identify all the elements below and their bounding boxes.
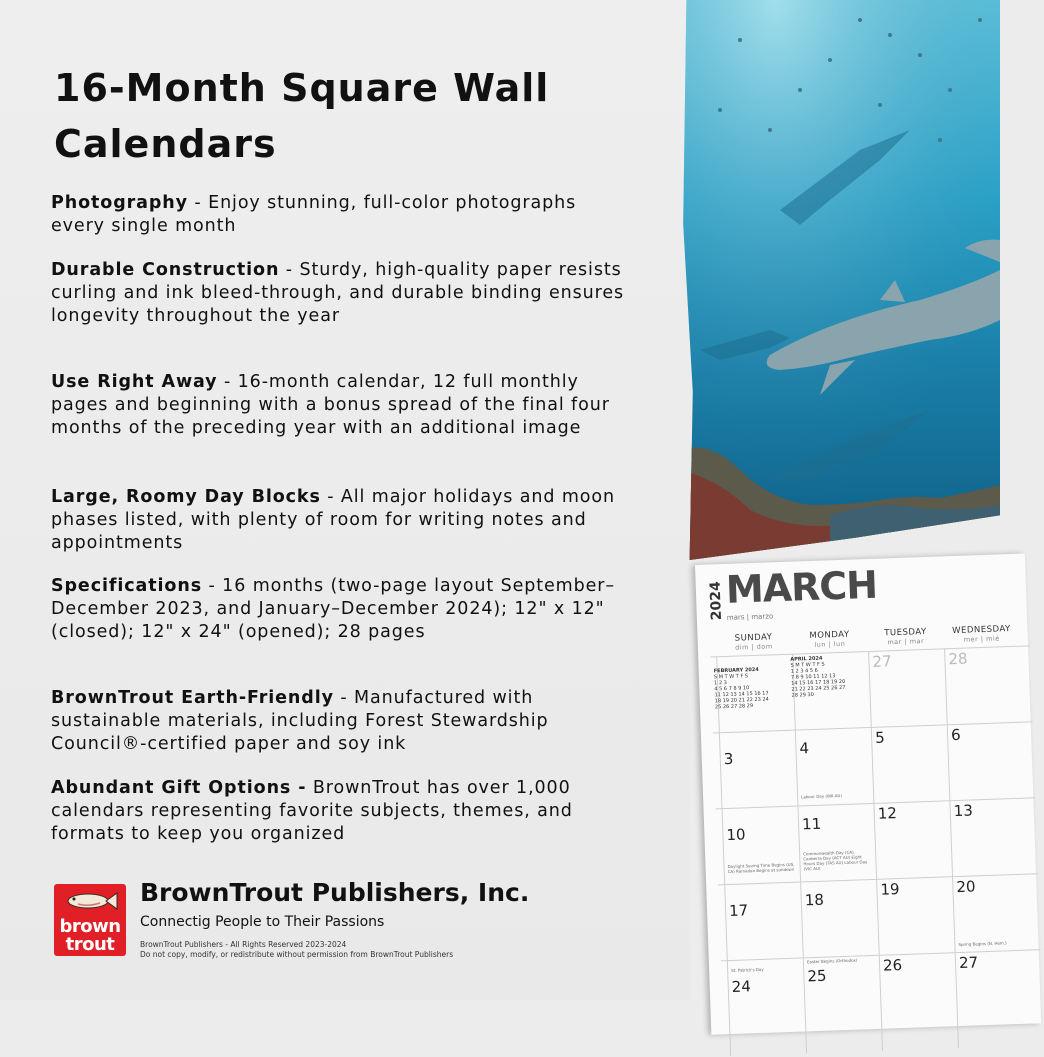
day-number: 26 [882,956,903,975]
day-number: 25 [807,966,827,986]
day-number: 13 [953,801,974,821]
day-number: 4 [799,739,810,758]
weekday-translation: lun | lun [814,639,846,649]
weekday-name: SUNDAY [734,632,773,644]
holiday-note: Labour Day (WA AU) [801,793,843,800]
grid-line [721,949,1041,961]
fish-icon [62,888,118,914]
feature-heading: Large, Roomy Day Blocks [51,487,321,507]
weekday-wednesday [943,624,1020,645]
logo-word-brown: brown [59,916,121,937]
feature-heading: Specifications [51,576,203,596]
mini-calendar-row: S M T W T F S [713,673,749,681]
publisher-name: BrownTrout Publishers, Inc. [140,878,530,907]
feature-text: - Enjoy stunning, full-color photographs every single month [51,193,577,236]
mini-calendar-row: 18 19 20 21 22 23 24 [714,696,769,705]
publisher-tagline: Connectig People to Their Passions [140,914,385,930]
calendar-preview [680,0,1011,1000]
feature-text: - All major holidays and moon phases listed, with plenty of room for writing notes and appointments [51,487,616,553]
mini-calendar-row: 11 12 13 14 15 16 17 [714,690,769,699]
mini-calendar-row: 25 26 27 28 29 [714,703,754,711]
calendar-month-translation: mars | marzo [726,612,774,622]
day-number: 10 [726,825,746,845]
holiday-note: St. Patrick's Day [731,966,764,973]
holiday-note: Spring Begins (N. Hem.) [958,940,1007,948]
holiday-note: Easter Begins (Orthodox) [806,957,858,965]
page-title: 16-Month Square Wall Calendars [54,66,550,166]
day-number: 6 [950,725,961,745]
feature-text: BrownTrout has over 1,000 calendars representing favorite subjects, themes, and formats to keep you organized [51,778,573,844]
mini-calendar-april [790,655,846,699]
feature-text: - Sturdy, high-quality paper resists curling and ink bleed-through, and durable binding ensures longevity throughout the year [51,260,625,326]
shark-illustration [680,0,1000,560]
weekday-name: WEDNESDAY [951,624,1011,637]
day-number: 12 [877,804,898,823]
weekday-name: MONDAY [809,629,850,642]
day-number: 18 [804,890,825,910]
mini-calendar-row: 4 5 6 7 8 9 10 [714,685,750,693]
browntrout-logo [54,884,126,956]
day-number: 28 [948,649,968,669]
calendar-month-title: MARCH [725,562,878,612]
holiday-note: Commonwealth Day (CA) Canberra Day (ACT AU) Eight Hours Day (TAS AU) Labour Day (VIC AU) [803,849,868,872]
mini-calendar-row: 14 15 16 17 18 19 20 [791,678,846,687]
calendar-year: 2024 [707,581,725,621]
grid-line [944,648,959,1048]
feature-earth-friendly [51,687,631,756]
holiday-note: Daylight Saving Time Begins (US, CA) Ramadan Begins at sundown [727,861,795,875]
mini-calendar-row: 28 29 30 [791,691,814,699]
day-number: 11 [801,814,822,834]
grid-line [716,797,1036,809]
day-number: 19 [880,880,900,899]
feature-photography [51,192,631,238]
mini-calendar-row: 21 22 23 24 25 26 27 [791,684,846,693]
logo-word-trout: trout [65,934,115,955]
calendar-page [695,553,1041,1034]
mini-calendar-february [714,667,770,711]
grid-line [713,721,1033,733]
grid-line [718,873,1038,885]
weekday-translation: mar | mar [887,637,925,647]
day-number: 20 [956,877,976,897]
weekday-monday [791,629,868,650]
feature-use-right-away [51,371,631,440]
weekday-name: TUESDAY [884,626,927,639]
feature-day-blocks [51,486,631,555]
feature-specifications [51,575,631,644]
mini-calendar-title: APRIL 2024 [790,655,823,663]
day-number: 3 [723,749,734,769]
weekday-translation: dim | dom [735,642,773,652]
weekday-sunday [715,632,792,653]
day-number: 5 [874,728,885,747]
mini-calendar-row: 1 2 3 4 5 6 [790,667,818,675]
feature-heading: Photography [51,193,188,213]
feature-gift-options [51,777,631,846]
feature-text: - Manufactured with sustainable materials, including Forest Stewardship Council®-certified paper and soy ink [51,688,549,754]
copyright-notice: BrownTrout Publishers - All Rights Reserved 2023-2024 [140,940,347,949]
mini-calendar-row: 1 2 3 [714,679,727,687]
mini-calendar-title: FEBRUARY 2024 [713,666,759,675]
weekday-tuesday [867,626,944,647]
feature-heading: BrownTrout Earth-Friendly [51,688,334,708]
mini-calendar-row: 7 8 9 10 11 12 13 [790,673,836,681]
feature-heading: Abundant Gift Options - [51,778,307,798]
day-number: 27 [958,953,979,973]
day-number: 24 [731,977,752,996]
feature-text: - 16 months (two-page layout September–December 2023, and January–December 2024); 12" x 12" (closed); 12" x 24" (opened); 28 pages [51,576,616,642]
day-number: 17 [728,901,749,921]
shark-photo [680,0,1000,560]
day-number: 27 [872,652,892,671]
mini-calendar-row: S M T W T F S [790,661,825,669]
feature-heading: Use Right Away [51,372,218,392]
feature-text: - 16-month calendar, 12 full monthly pages and beginning with a bonus spread of the final four months of the preceding year with an additional image [51,372,610,438]
weekday-translation: mer | mié [963,634,1000,644]
redistribution-notice: Do not copy, modify, or redistribute without permission from BrownTrout Publishers [140,950,454,959]
feature-durable-construction [51,259,631,328]
feature-heading: Durable Construction [51,260,280,280]
